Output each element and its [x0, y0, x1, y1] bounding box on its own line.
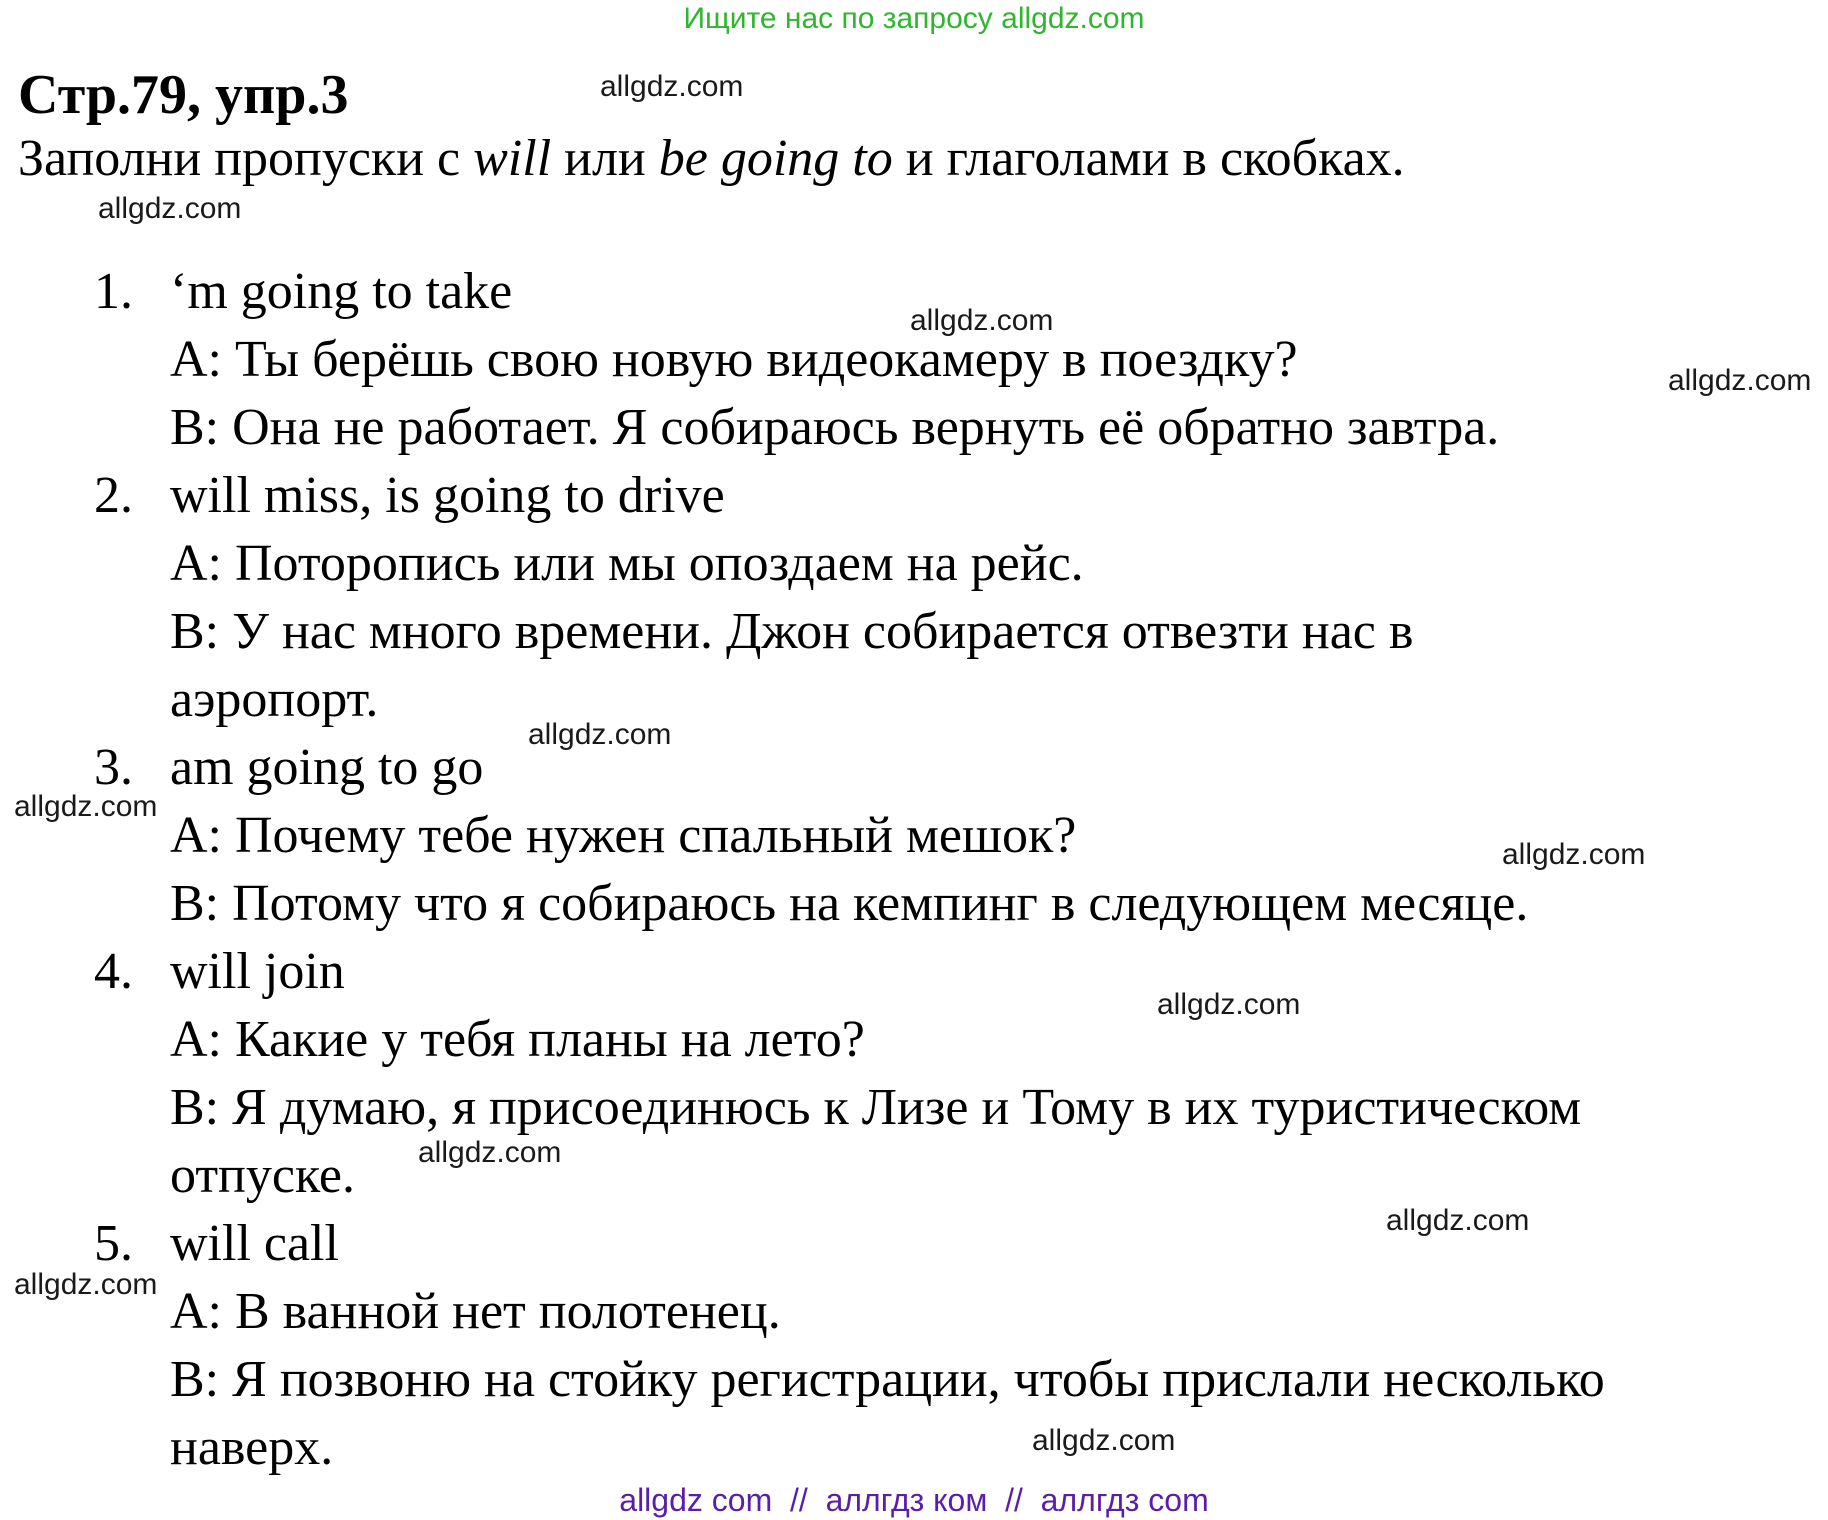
task-instruction: [18, 124, 1405, 194]
instruction-text-2: или: [551, 130, 659, 187]
watermark: allgdz.com: [14, 1268, 158, 1301]
instruction-text-1: Заполни пропуски с: [18, 130, 474, 187]
answer-item-2: [94, 462, 1804, 734]
watermark: allgdz.com: [1032, 1424, 1176, 1457]
watermark: allgdz.com: [98, 192, 242, 225]
dialogue-b-continued: наверх.: [170, 1419, 334, 1476]
dialogue-b: B: Я думаю, я присоединюсь к Лизе и Тому в их туристическом: [170, 1079, 1582, 1136]
dialogue-a: A: Какие у тебя планы на лето?: [170, 1011, 865, 1068]
item-number: 2.: [94, 467, 133, 524]
dialogue-a: A: В ванной нет полотенец.: [170, 1283, 781, 1340]
page-title: Стр.79, упр.3: [18, 64, 349, 126]
instruction-text-3: и глаголами в скобках.: [892, 130, 1405, 187]
item-number: 4.: [94, 943, 133, 1000]
watermark: allgdz.com: [600, 70, 744, 103]
answer-item-1: [94, 258, 1804, 462]
footer-watermark: allgdz com // аллгдз ком // аллгдз com: [619, 1482, 1209, 1518]
watermark: allgdz.com: [1157, 988, 1301, 1021]
answer-item-5: [94, 1210, 1804, 1482]
item-number: 5.: [94, 1215, 133, 1272]
instruction-will: will: [473, 130, 552, 187]
dialogue-a: A: Ты берёшь свою новую видеокамеру в поездку?: [170, 331, 1298, 388]
answer-text: will join: [170, 943, 345, 1000]
instruction-be-going-to: be going to: [658, 130, 893, 187]
dialogue-b: B: У нас много времени. Джон собирается отвезти нас в: [170, 603, 1414, 660]
dialogue-b-continued: аэропорт.: [170, 671, 379, 728]
answer-item-3: [94, 734, 1804, 938]
answer-text: will call: [170, 1215, 339, 1272]
answer-item-4: [94, 938, 1804, 1210]
watermark: allgdz.com: [1668, 364, 1812, 397]
answer-text: will miss, is going to drive: [170, 467, 725, 524]
watermark: allgdz.com: [418, 1136, 562, 1169]
watermark: allgdz.com: [14, 790, 158, 823]
dialogue-a: A: Поторопись или мы опоздаем на рейс.: [170, 535, 1084, 592]
dialogue-b: B: Я позвоню на стойку регистрации, чтобы прислали несколько: [170, 1351, 1605, 1408]
watermark: allgdz.com: [1386, 1204, 1530, 1237]
watermark: allgdz.com: [910, 304, 1054, 337]
dialogue-b-continued: отпуске.: [170, 1147, 355, 1204]
dialogue-b: B: Она не работает. Я собираюсь вернуть её обратно завтра.: [170, 399, 1500, 456]
answer-text: ‘m going to take: [170, 263, 513, 320]
watermark: allgdz.com: [528, 718, 672, 751]
item-number: 1.: [94, 263, 133, 320]
dialogue-a: A: Почему тебе нужен спальный мешок?: [170, 807, 1077, 864]
answer-text: am going to go: [170, 739, 484, 796]
item-number: 3.: [94, 739, 133, 796]
top-banner: Ищите нас по запросу allgdz.com: [683, 2, 1145, 35]
watermark: allgdz.com: [1502, 838, 1646, 871]
dialogue-b: B: Потому что я собираюсь на кемпинг в следующем месяце.: [170, 875, 1529, 932]
